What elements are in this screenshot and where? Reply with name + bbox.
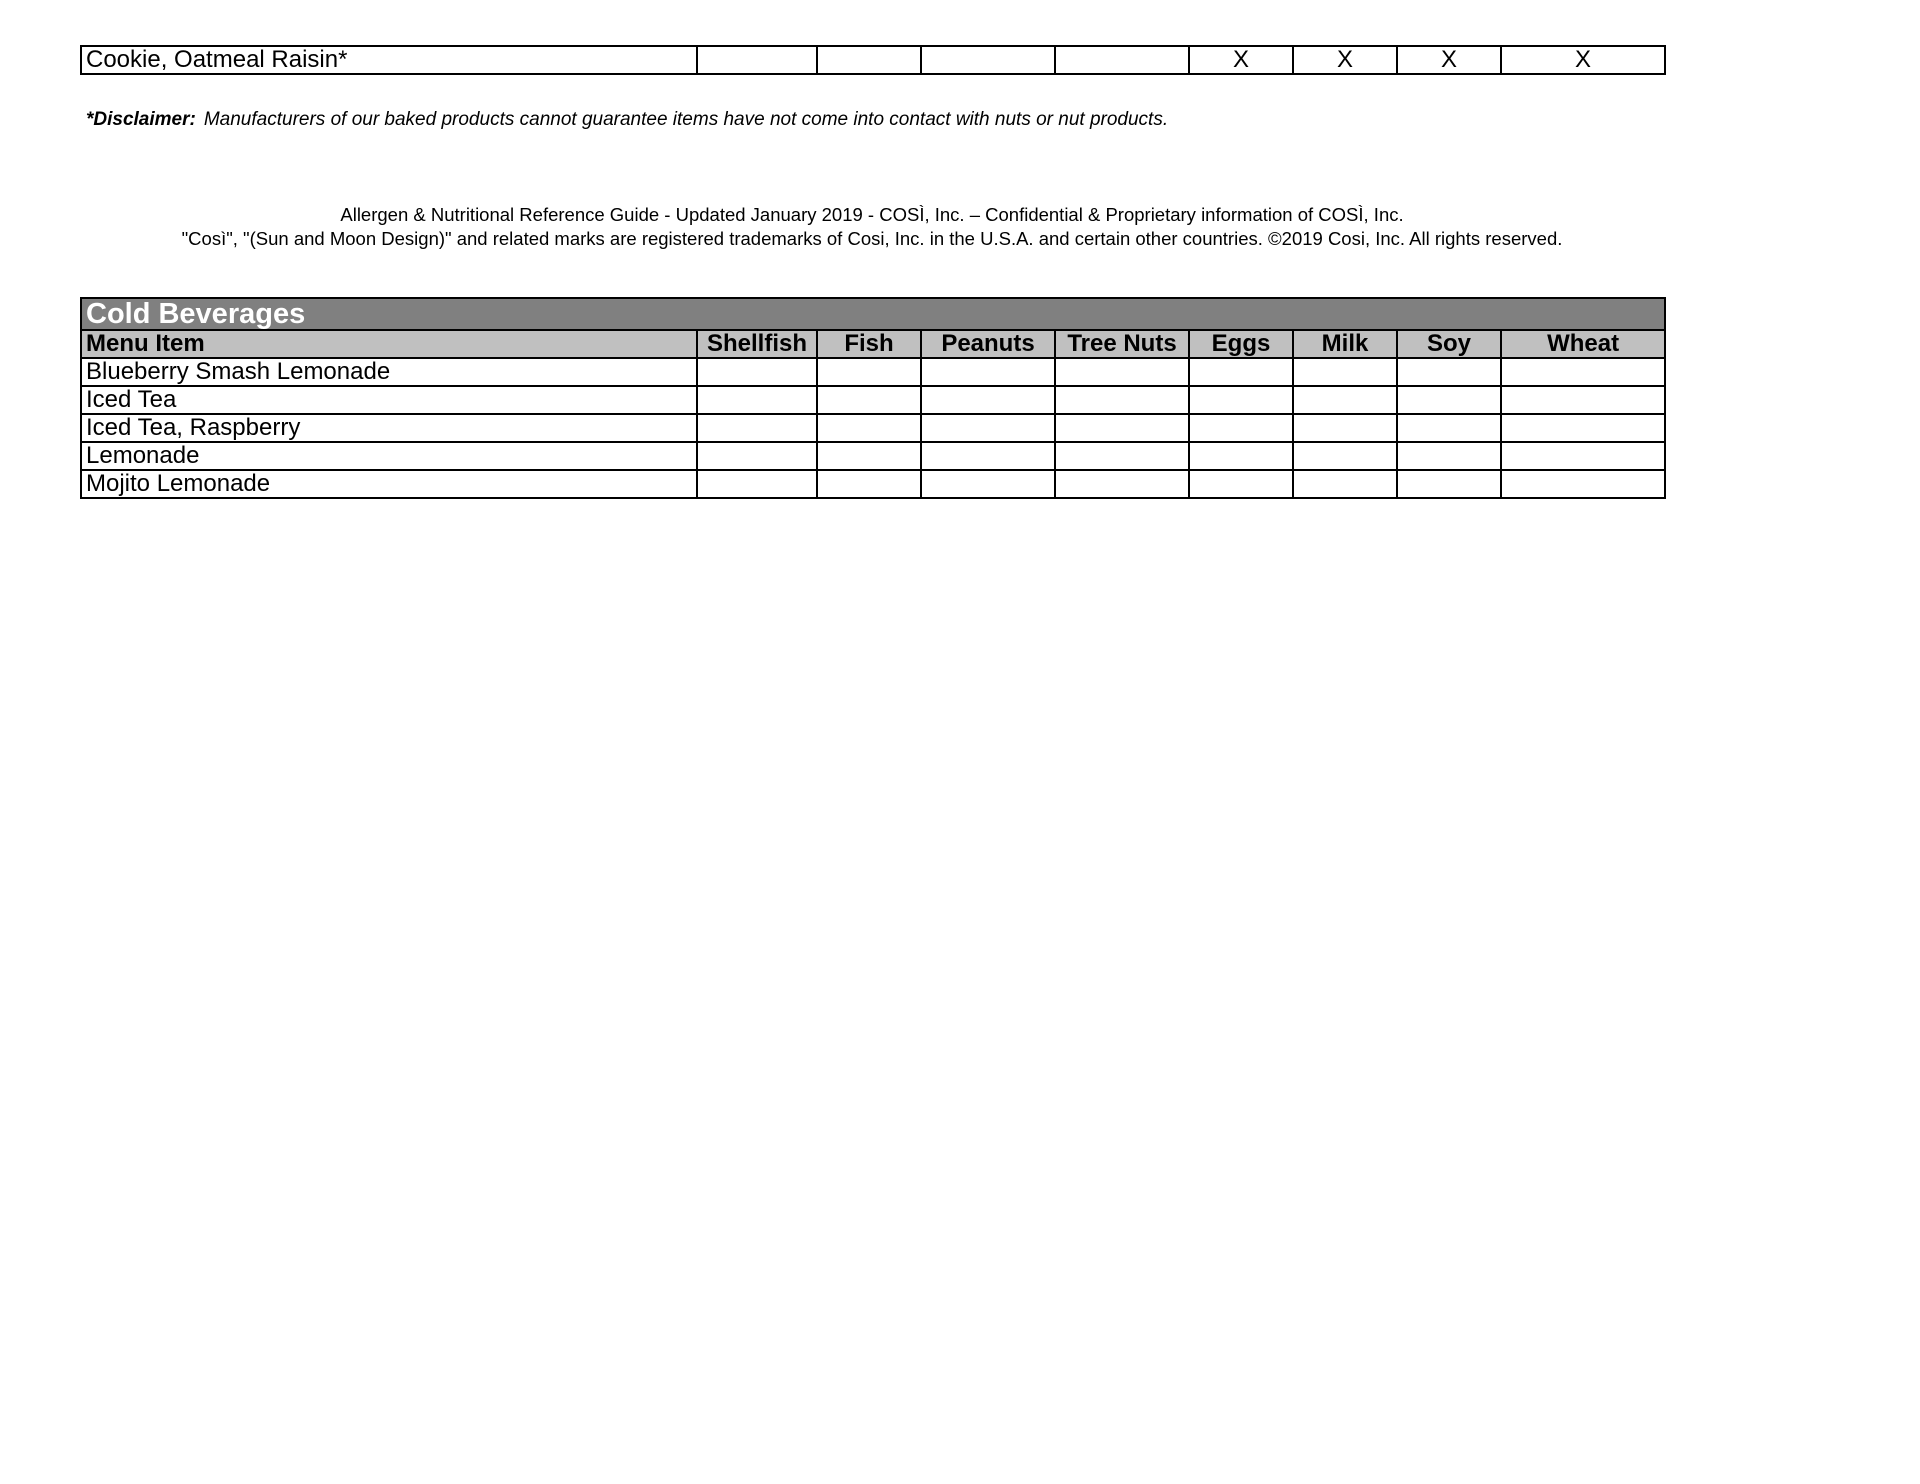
milk-cell	[1293, 470, 1397, 498]
tree-nuts-cell	[1055, 358, 1189, 386]
table-row	[81, 46, 1665, 74]
milk-cell	[1293, 414, 1397, 442]
column-header-tree-nuts: Tree Nuts	[1055, 330, 1189, 358]
eggs-cell	[1189, 442, 1293, 470]
menu-item-cell: Blueberry Smash Lemonade	[81, 358, 697, 386]
disclaimer-text: Manufacturers of our baked products cannot guarantee items have not come into contact with nuts or nut products.	[203, 109, 1169, 130]
fish-cell	[817, 442, 921, 470]
table-row	[81, 442, 1665, 470]
eggs-cell	[1189, 470, 1293, 498]
table-row	[81, 470, 1665, 498]
shellfish-cell	[697, 46, 817, 74]
tree-nuts-cell	[1055, 470, 1189, 498]
tree-nuts-cell	[1055, 386, 1189, 414]
eggs-cell: X	[1189, 46, 1293, 74]
footer-line-2: "Così", "(Sun and Moon Design)" and related marks are registered trademarks of Cosi, Inc. in the U.S.A. and certain other countries. ©2019 Cosi, Inc. All rights reserved.	[181, 228, 1563, 249]
wheat-cell	[1501, 442, 1665, 470]
shellfish-cell	[697, 414, 817, 442]
soy-cell	[1397, 442, 1501, 470]
milk-cell: X	[1293, 46, 1397, 74]
column-header-soy: Soy	[1397, 330, 1501, 358]
milk-cell	[1293, 442, 1397, 470]
column-header-wheat: Wheat	[1501, 330, 1665, 358]
column-header-menu-item: Menu Item	[81, 330, 697, 358]
soy-cell	[1397, 470, 1501, 498]
shellfish-cell	[697, 442, 817, 470]
menu-item-cell: Cookie, Oatmeal Raisin*	[81, 46, 697, 74]
column-header-peanuts: Peanuts	[921, 330, 1055, 358]
tree-nuts-cell	[1055, 414, 1189, 442]
wheat-cell	[1501, 414, 1665, 442]
menu-item-cell: Mojito Lemonade	[81, 470, 697, 498]
peanuts-cell	[921, 442, 1055, 470]
peanuts-cell	[921, 414, 1055, 442]
shellfish-cell	[697, 470, 817, 498]
section-header-row	[81, 298, 1665, 330]
menu-item-cell: Lemonade	[81, 442, 697, 470]
fish-cell	[817, 46, 921, 74]
fish-cell	[817, 414, 921, 442]
wheat-cell	[1501, 386, 1665, 414]
column-header-eggs: Eggs	[1189, 330, 1293, 358]
shellfish-cell	[697, 358, 817, 386]
eggs-cell	[1189, 414, 1293, 442]
milk-cell	[1293, 386, 1397, 414]
soy-cell	[1397, 414, 1501, 442]
column-header-milk: Milk	[1293, 330, 1397, 358]
column-header-shellfish: Shellfish	[697, 330, 817, 358]
table-row	[81, 386, 1665, 414]
shellfish-cell	[697, 386, 817, 414]
wheat-cell	[1501, 358, 1665, 386]
fish-cell	[817, 386, 921, 414]
peanuts-cell	[921, 386, 1055, 414]
disclaimer-note	[86, 109, 1168, 131]
fish-cell	[817, 358, 921, 386]
soy-cell	[1397, 358, 1501, 386]
milk-cell	[1293, 358, 1397, 386]
disclaimer-label: *Disclaimer:	[86, 109, 196, 130]
tree-nuts-cell	[1055, 442, 1189, 470]
allergen-table-continued	[80, 45, 1666, 75]
peanuts-cell	[921, 46, 1055, 74]
menu-item-cell: Iced Tea	[81, 386, 697, 414]
soy-cell: X	[1397, 46, 1501, 74]
eggs-cell	[1189, 386, 1293, 414]
column-header-row	[81, 330, 1665, 358]
footer-line-1: Allergen & Nutritional Reference Guide - Updated January 2019 - COSÌ, Inc. – Confidential & Proprietary information of COSÌ, Inc.	[340, 204, 1404, 225]
fish-cell	[817, 470, 921, 498]
soy-cell	[1397, 386, 1501, 414]
cold-beverages-table	[80, 297, 1666, 499]
tree-nuts-cell	[1055, 46, 1189, 74]
wheat-cell: X	[1501, 46, 1665, 74]
table-row	[81, 358, 1665, 386]
menu-item-cell: Iced Tea, Raspberry	[81, 414, 697, 442]
peanuts-cell	[921, 358, 1055, 386]
eggs-cell	[1189, 358, 1293, 386]
table-row	[81, 414, 1665, 442]
section-title: Cold Beverages	[81, 298, 1665, 330]
column-header-fish: Fish	[817, 330, 921, 358]
peanuts-cell	[921, 470, 1055, 498]
wheat-cell	[1501, 470, 1665, 498]
